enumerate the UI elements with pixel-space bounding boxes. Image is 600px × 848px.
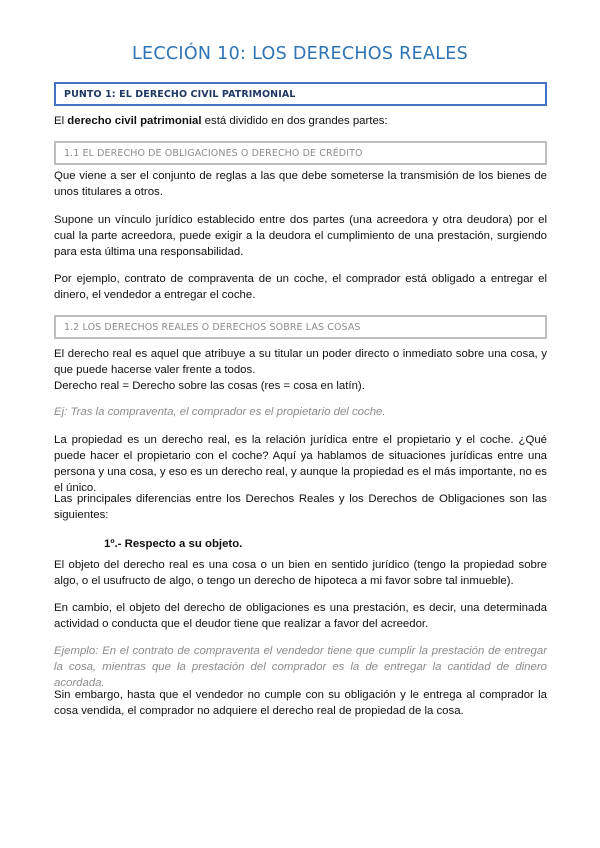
paragraph-vinculo-juridico: Supone un vínculo jurídico establecido entre dos partes (una acreedora y otra deudora) por el cual la parte acreedora, puede exigir a la deudora el cumplimiento de una prestación, surgiendo para esta última una responsabilidad. bbox=[54, 214, 547, 258]
derecho-real-equation: Derecho real = Derecho sobre las cosas (res = cosa en latín). bbox=[54, 380, 365, 392]
paragraph-sin-embargo: Sin embargo, hasta que el vendedor no cumple con su obligación y le entrega al comprador la cosa vendida, el comprador no adquiere el derecho real de propiedad de la cosa. bbox=[54, 689, 547, 717]
intro-pre: El bbox=[54, 115, 68, 127]
paragraph-ejemplo-compraventa: Por ejemplo, contrato de compraventa de un coche, el comprador está obligado a entregar el dinero, el vendedor a entregar el coche. bbox=[54, 273, 547, 301]
example-compraventa-prestacion: Ejemplo: En el contrato de compraventa el vendedor tiene que cumplir la prestación de entregar la cosa, mientras que la prestación del comprador es la de entregar la cantidad de dinero acordada. bbox=[54, 645, 547, 689]
paragraph-obligaciones-definicion: Que viene a ser el conjunto de reglas a las que debe someterse la transmisión de los bienes de unos titulares a otros. bbox=[54, 170, 547, 198]
subheading-respecto-objeto: 1º.- Respecto a su objeto. bbox=[104, 538, 243, 550]
lesson-title: LECCIÓN 10: LOS DERECHOS REALES bbox=[131, 44, 469, 64]
section-heading-1-2: 1.2 LOS DERECHOS REALES O DERECHOS SOBRE LAS COSAS bbox=[54, 315, 547, 339]
paragraph-derecho-real bbox=[54, 346, 547, 394]
intro-bold-term: derecho civil patrimonial bbox=[67, 115, 202, 127]
paragraph-objeto-derecho-real: El objeto del derecho real es una cosa o un bien en sentido jurídico (tengo la propiedad sobre algo, o el usufructo de algo, o tengo un derecho de hipoteca a mi favor sobre tal inmueble). bbox=[54, 559, 547, 587]
paragraph-propiedad: La propiedad es un derecho real, es la relación jurídica entre el propietario y el coche. ¿Qué puede hacer el propietario con el coche? Aquí ya hablamos de situaciones jurídicas entre una persona y una cosa, y eso es un derecho real, y aunque la propiedad es el más importante, no es el único. bbox=[54, 434, 547, 494]
paragraph-diferencias: Las principales diferencias entre los Derechos Reales y los Derechos de Obligaciones son las siguientes: bbox=[54, 493, 547, 521]
example-propietario: Ej: Tras la compraventa, el comprador es el propietario del coche. bbox=[54, 406, 386, 418]
derecho-real-definition: El derecho real es aquel que atribuye a su titular un poder directo o inmediato sobre una cosa, y que puede hacerse valer frente a todos. bbox=[54, 348, 547, 376]
section-heading-punto-1: PUNTO 1: EL DERECHO CIVIL PATRIMONIAL bbox=[54, 82, 547, 106]
section-heading-1-1: 1.1 EL DERECHO DE OBLIGACIONES O DERECHO DE CRÉDITO bbox=[54, 141, 547, 165]
paragraph-objeto-obligaciones: En cambio, el objeto del derecho de obligaciones es una prestación, es decir, una determinada actividad o conducta que el deudor tiene que realizar a favor del acreedor. bbox=[54, 602, 547, 630]
intro-post: está dividido en dos grandes partes: bbox=[201, 115, 388, 127]
intro-paragraph bbox=[54, 113, 547, 129]
